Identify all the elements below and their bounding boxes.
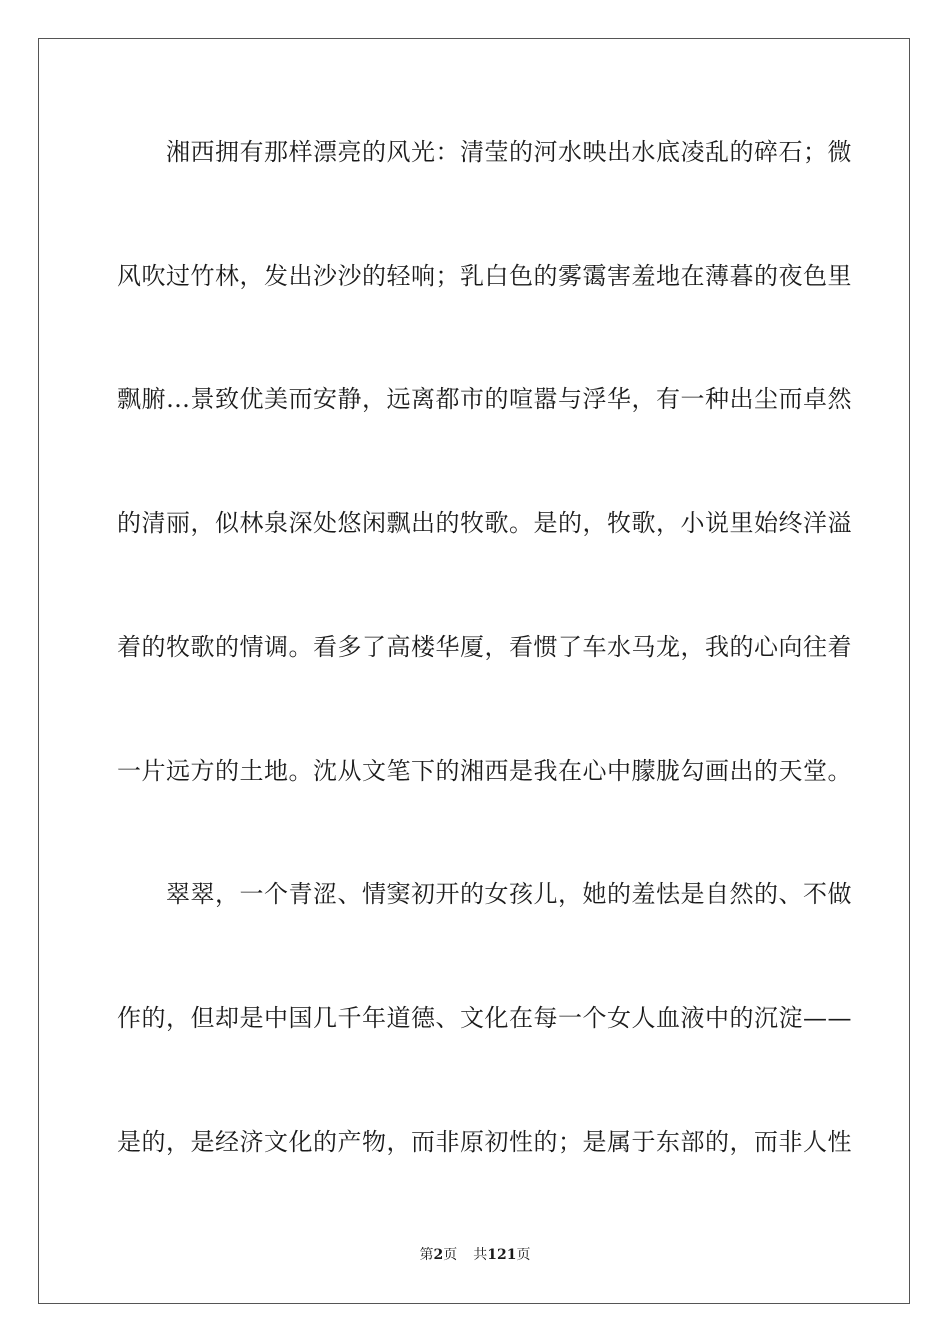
page-footer bbox=[0, 1245, 950, 1265]
text-line: 飘腑…景致优美而安静，远离都市的喧嚣与浮华，有一种出尘而卓然 bbox=[117, 385, 852, 413]
text-line: 是的，是经济文化的产物，而非原初性的；是属于东部的，而非人性 bbox=[117, 1128, 852, 1156]
page-number: 2 bbox=[433, 1247, 444, 1263]
page-suffix: 页 bbox=[443, 1247, 458, 1263]
page-border bbox=[38, 38, 910, 1304]
page-prefix: 第 bbox=[419, 1247, 434, 1263]
total-prefix: 共 bbox=[473, 1247, 488, 1263]
text-line: 湘西拥有那样漂亮的风光：清莹的河水映出水底凌乱的碎石；微 bbox=[166, 138, 852, 166]
text-line: 风吹过竹林，发出沙沙的轻响；乳白色的雾霭害羞地在薄暮的夜色里 bbox=[117, 262, 852, 290]
text-line: 作的，但却是中国几千年道德、文化在每一个女人血液中的沉淀—— bbox=[117, 1004, 852, 1032]
text-line: 的清丽，似林泉深处悠闲飘出的牧歌。是的，牧歌，小说里始终洋溢 bbox=[117, 509, 852, 537]
text-line: 着的牧歌的情调。看多了高楼华厦，看惯了车水马龙，我的心向往着 bbox=[117, 633, 852, 661]
total-suffix: 页 bbox=[516, 1247, 531, 1263]
text-line: 翠翠，一个青涩、情窦初开的女孩儿，她的羞怯是自然的、不做 bbox=[166, 880, 852, 908]
total-pages: 121 bbox=[487, 1247, 517, 1263]
text-line: 一片远方的土地。沈从文笔下的湘西是我在心中朦胧勾画出的天堂。 bbox=[117, 757, 852, 785]
